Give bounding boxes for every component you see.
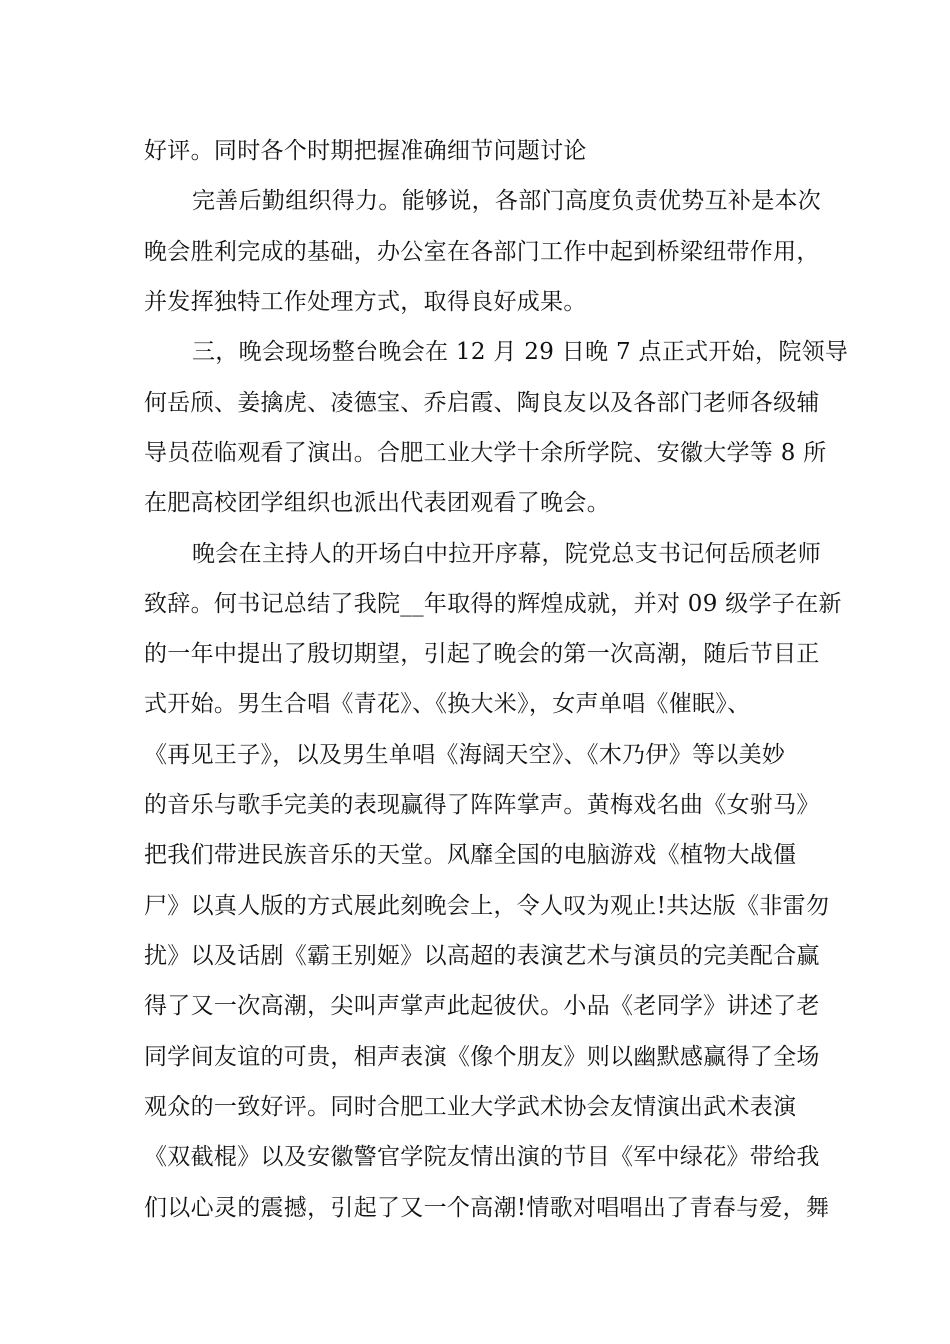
text-line: 致辞。何书记总结了我院__年取得的辉煌成就，并对 09 级学子在新 <box>144 591 842 617</box>
text-line: 在肥高校团学组织也派出代表团观看了晚会。 <box>144 490 610 516</box>
text-line: 扰》以及话剧《霸王别姬》以高超的表演艺术与演员的完美配合赢 <box>144 943 820 969</box>
paragraph-first-line: 完善后勤组织得力。能够说，各部门高度负责优势互补是本次 <box>192 188 822 214</box>
text-line: 式开始。男生合唱《青花》、《换大米》，女声单唱《催眠》、 <box>144 691 751 717</box>
text-line: 观众的一致好评。同时合肥工业大学武术协会友情演出武术表演 <box>144 1094 797 1120</box>
text-line: 《再见王子》，以及男生单唱《海阔天空》、《木乃伊》等以美妙 <box>144 742 786 768</box>
text-line: 把我们带进民族音乐的天堂。风靡全国的电脑游戏《植物大战僵 <box>144 842 797 868</box>
text-line: 何岳颀、姜擒虎、凌德宝、乔启霞、陶良友以及各部门老师各级辅 <box>144 390 820 416</box>
text-line: 同学间友谊的可贵，相声表演《像个朋友》则以幽默感赢得了全场 <box>144 1044 820 1070</box>
paragraph-first-line: 晚会在主持人的开场白中拉开序幕，院党总支书记何岳颀老师 <box>192 541 822 567</box>
text-line: 的一年中提出了殷切期望，引起了晚会的第一次高潮，随后节目正 <box>144 641 820 667</box>
text-line: 尸》以真人版的方式展此刻晚会上，令人叹为观止!共达版《非雷勿 <box>144 893 830 919</box>
text-line: 的音乐与歌手完美的表现赢得了阵阵掌声。黄梅戏名曲《女驸马》 <box>144 792 820 818</box>
text-line: 好评。同时各个时期把握准确细节问题讨论 <box>144 138 587 164</box>
paragraph-first-line: 三，晚会现场整台晚会在 12 月 29 日晚 7 点正式开始，院领导 <box>192 339 849 365</box>
text-line: 们以心灵的震撼，引起了又一个高潮!情歌对唱唱出了青春与爱，舞 <box>144 1195 830 1221</box>
text-line: 晚会胜利完成的基础，办公室在各部门工作中起到桥梁纽带作用， <box>144 239 820 265</box>
text-line: 《双截棍》以及安徽警官学院友情出演的节目《军中绿花》带给我 <box>144 1144 820 1170</box>
text-line: 得了又一次高潮，尖叫声掌声此起彼伏。小品《老同学》讲述了老 <box>144 993 820 1019</box>
text-line: 导员莅临观看了演出。合肥工业大学十余所学院、安徽大学等 8 所 <box>144 440 827 466</box>
text-line: 并发挥独特工作处理方式，取得良好成果。 <box>144 289 587 315</box>
